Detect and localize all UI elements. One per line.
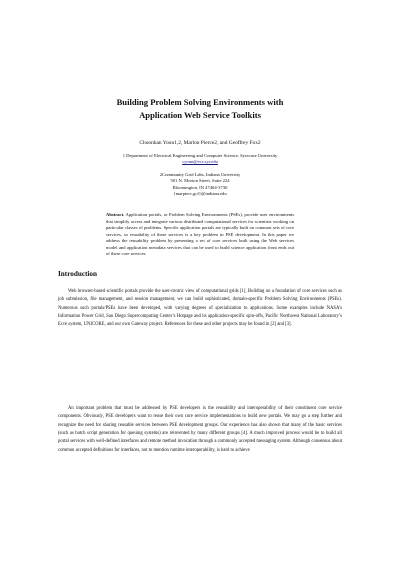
section-heading-introduction: Introduction [58,270,98,278]
paper-title-line-1: Building Problem Solving Environments with [116,97,284,107]
introduction-paragraph-1: Web browser-based scientific portals provide the user-centric view of computational grids [1]. Building on a foundation of core services such as job submission, file management, and session management, we can build sophisticated, domain-specific Problem Solving Environments (PSEs). Numerous such portals/PSEs have been developed, with varying degrees of specialization to applications. Some examples include NASA’s Information Power Grid, San Diego Supercomputing Center’s Hotpage and its application-specific spin-offs, Pacific Northwest National Laboratory’s Ecce system, UNICORE, and our own Gateway project. References for these and other projects may be found in [2] and [3]. [58,289,342,328]
affiliation-2-email: {marpierc,gcf}@indiana.edu [173,190,227,196]
abstract [106,212,294,258]
affiliation-2-city: Bloomington, IN 47404-3730 [172,184,228,190]
introduction-paragraph-2: An important problem that must be addressed by PSE developers is the reusability and interoperability of their constituent core service components. Obviously, PSE developers want to reuse their own core service implementations to build new portals. We may go a step further and recognize the need for sharing reusable services between PSE development groups. Our experience has also shown that many of the basic services (such as batch script generation for queuing systems) are reinvented by many different groups [4]. A much improved process would be to build all portal services with well-defined interfaces and remote method invocation through a commonly accepted messaging system. Although consensus about common accepted definitions for interfaces, not to mention runtime interoperability, is hard to achieve [58,406,342,453]
affiliation-1-email[interactable]: cyoun@ecs.syr.edu [182,159,218,165]
author-list: Choonhan Youn1,2, Marlon Pierce2, and Geoffrey Fox2 [139,140,261,146]
affiliation-2-street: 501 N. Morton Street, Suite 224 [170,178,230,184]
paper-title-line-2: Application Web Service Toolkits [139,110,261,120]
affiliation-1-department: 1 Department of Electrical Engineering and Computer Science, Syracuse University [122,153,278,158]
abstract-text: Application portals, or Problem Solving Environments (PSEs), provide user environments that simplify access and integrate various distributed computational services for scientists working on particular classes of problems. Specific application portals are typically built on common sets of core services, so reusability of these services is a key problem in PSE development. In this paper we address the reusability problem by presenting a set of core services built using the Web services model and application metadata services that can be used to build science application front ends out of these core services. [106,212,294,256]
affiliation-1 [40,153,360,166]
affiliation-2-institution: 2Community Grid Labs, Indiana University [159,172,241,177]
paper-title [40,96,360,122]
abstract-label: Abstract. [106,212,125,217]
affiliation-2 [40,172,360,197]
